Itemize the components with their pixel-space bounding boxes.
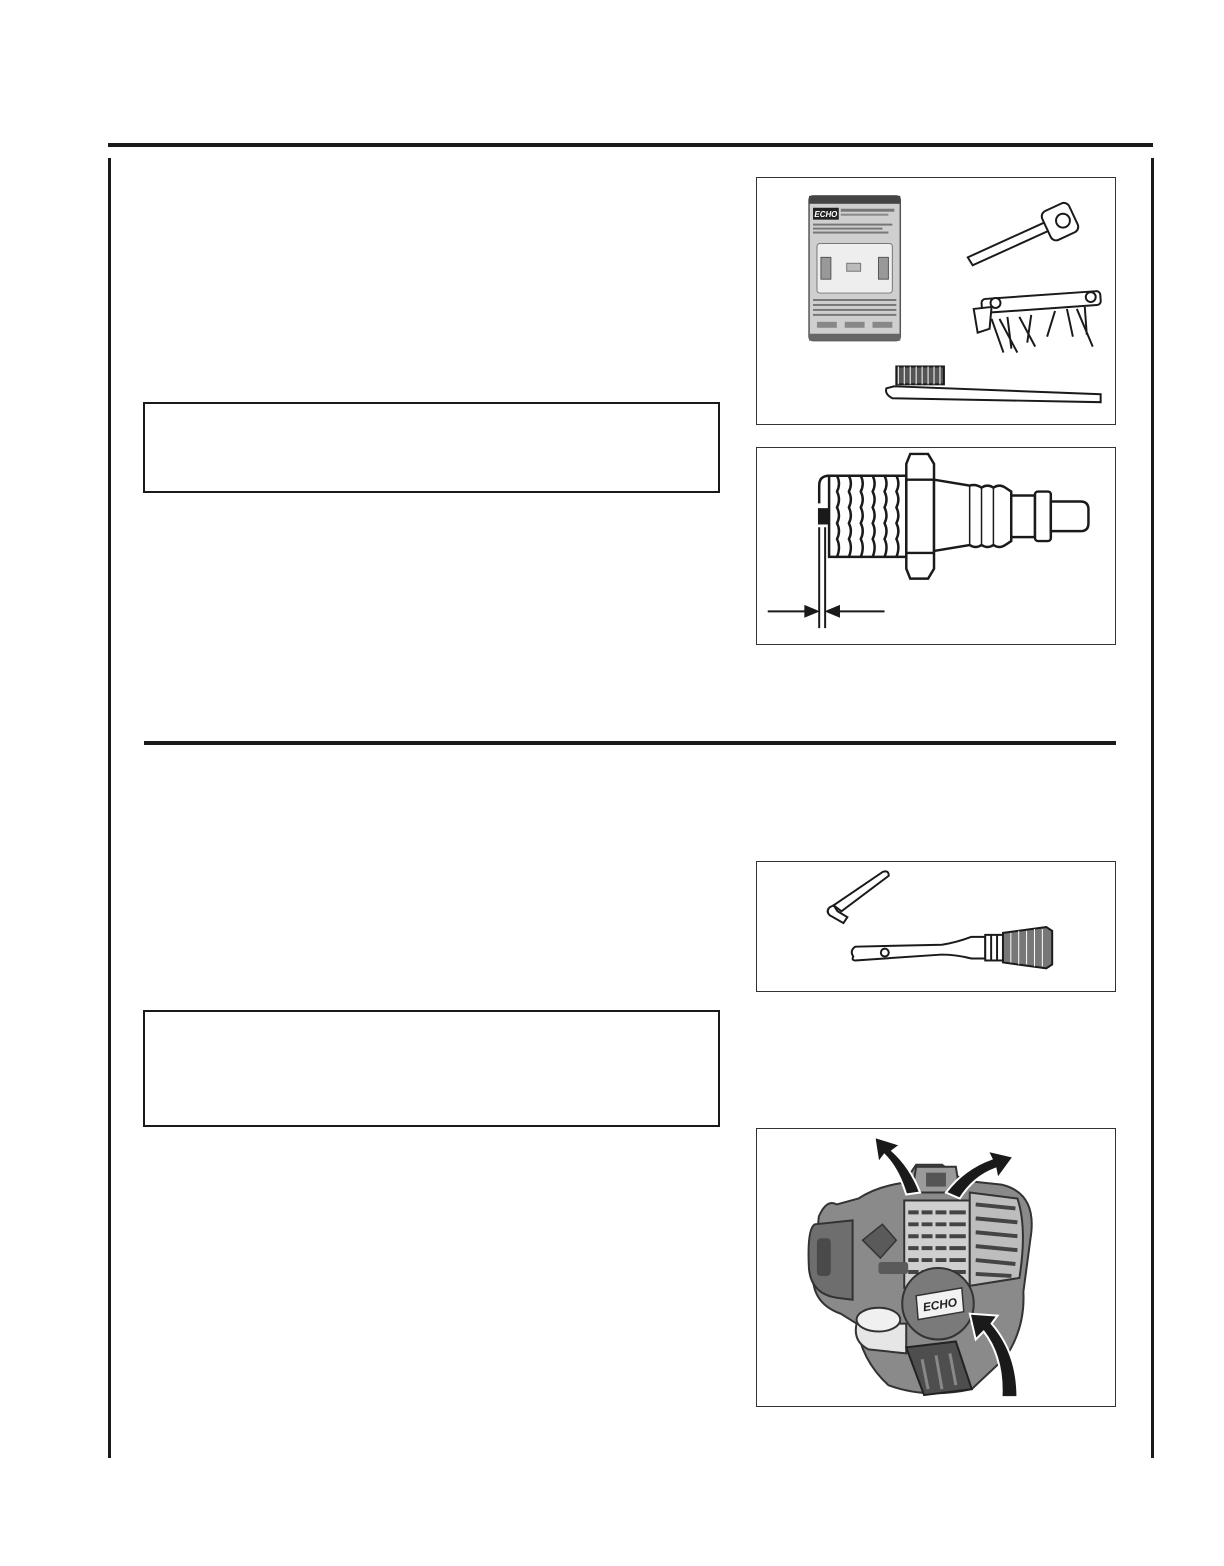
wire-brush-icon xyxy=(886,366,1101,402)
notice-box-1 xyxy=(143,402,720,493)
starter-brand-text: ECHO xyxy=(921,1295,959,1315)
cleaning-tools-illustration xyxy=(757,862,1115,991)
tune-up-kit-illustration xyxy=(757,178,1115,424)
spark-plug-wrench-icon xyxy=(968,201,1080,265)
notice-box-2 xyxy=(143,1010,720,1127)
tune-up-kit-package-icon xyxy=(809,196,900,341)
paint-brush-icon xyxy=(852,927,1052,968)
engine-cooling-figure xyxy=(756,1128,1116,1407)
right-border xyxy=(1151,158,1154,1458)
package-brand-text: ECHO xyxy=(814,210,838,220)
tune-up-kit-figure xyxy=(756,177,1116,425)
feeler-gauge-icon xyxy=(974,291,1101,353)
engine-cooling-illustration xyxy=(757,1129,1115,1406)
spark-plug-icon xyxy=(819,454,1088,579)
cleaning-tools-figure xyxy=(756,861,1116,992)
spark-plug-gap-figure xyxy=(756,447,1116,645)
left-border xyxy=(108,158,111,1458)
top-rule xyxy=(108,143,1153,147)
section-divider xyxy=(144,741,1116,745)
hex-key-icon xyxy=(828,871,889,923)
spark-plug-gap-illustration xyxy=(757,448,1115,644)
